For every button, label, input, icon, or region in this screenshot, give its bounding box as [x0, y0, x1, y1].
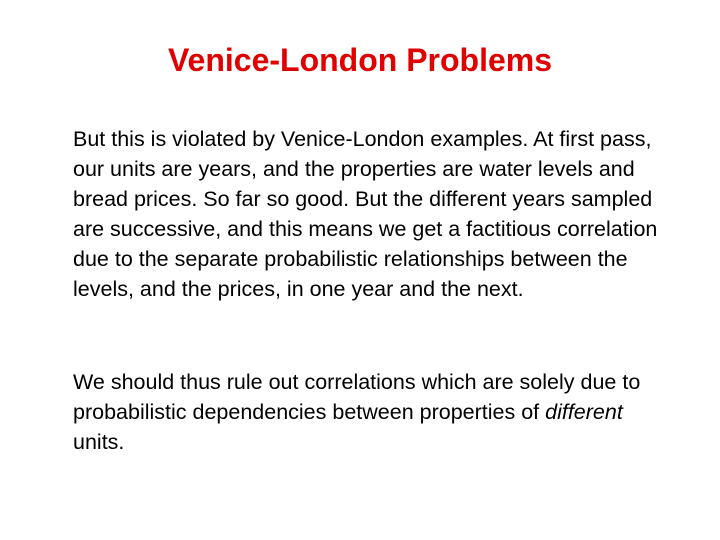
paragraph-rule-out-emphasis: different	[545, 400, 623, 424]
slide-title: Venice-London Problems	[167, 42, 553, 78]
paragraph-violation: But this is violated by Venice-London examples. At first pass, our units are years, and the properties are water levels and bread prices. So far so good. But the different years sampled are successive, and this means we get a factitious correlation due to the separate probabilistic relationships between the levels, and the prices, in one year and the next.	[73, 127, 658, 301]
paragraph-rule-out	[73, 367, 673, 457]
paragraph-rule-out-end: units.	[73, 430, 125, 454]
paragraph-rule-out-start: We should thus rule out correlations which are solely due to probabilistic dependencies between properties of	[73, 370, 641, 424]
